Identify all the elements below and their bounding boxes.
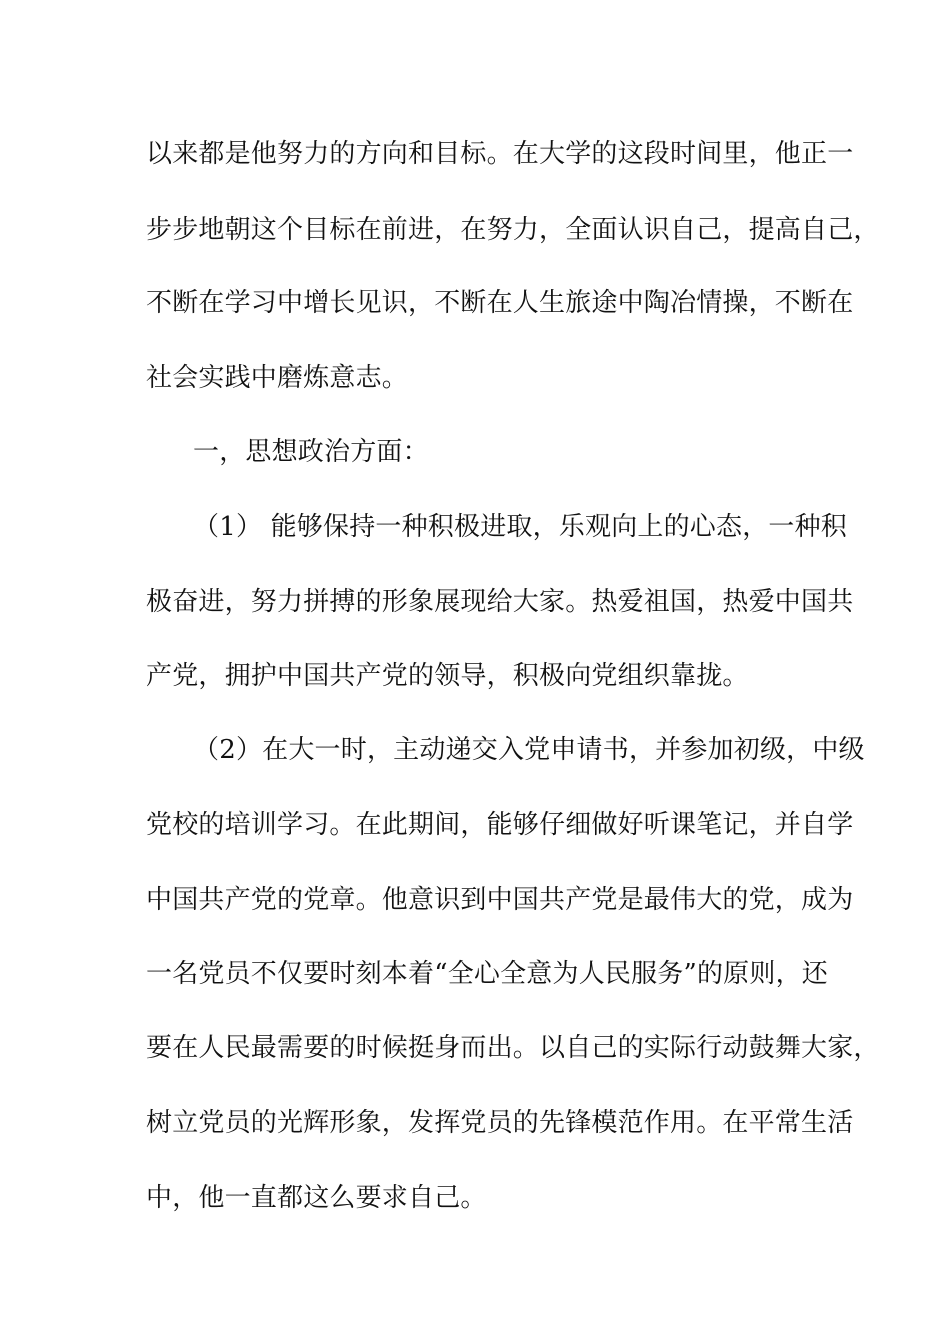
text-line-10: 党校的培训学习。在此期间，能够仔细做好听课笔记，并自学: [146, 810, 854, 840]
text-line-12: 一名党员不仅要时刻本着“全心全意为人民服务”的原则，还: [146, 959, 828, 989]
text-line-15: 中，他一直都这么要求自己。: [146, 1183, 487, 1213]
text-line-3: 不断在学习中增长见识，不断在人生旅途中陶冶情操，不断在: [146, 288, 854, 318]
section-heading: 一，思想政治方面：: [193, 437, 429, 467]
text-line-4: 社会实践中磨炼意志。: [146, 363, 409, 393]
text-line-11: 中国共产党的党章。他意识到中国共产党是最伟大的党，成为: [146, 885, 854, 915]
text-line-6: （1） 能够保持一种积极进取，乐观向上的心态，一种积: [193, 512, 848, 542]
text-line-14: 树立党员的光辉形象，发挥党员的先锋模范作用。在平常生活: [146, 1108, 854, 1138]
text-line-9: （2）在大一时，主动递交入党申请书，并参加初级，中级: [193, 735, 865, 765]
text-line-2: 步步地朝这个目标在前进，在努力，全面认识自己，提高自己，: [146, 215, 880, 245]
text-line-13: 要在人民最需要的时候挺身而出。以自己的实际行动鼓舞大家，: [146, 1033, 880, 1063]
text-line-7: 极奋进，努力拼搏的形象展现给大家。热爱祖国，热爱中国共: [146, 587, 854, 617]
text-line-8: 产党，拥护中国共产党的领导，积极向党组织靠拢。: [146, 661, 749, 691]
text-line-1: 以来都是他努力的方向和目标。在大学的这段时间里，他正一: [146, 139, 854, 169]
